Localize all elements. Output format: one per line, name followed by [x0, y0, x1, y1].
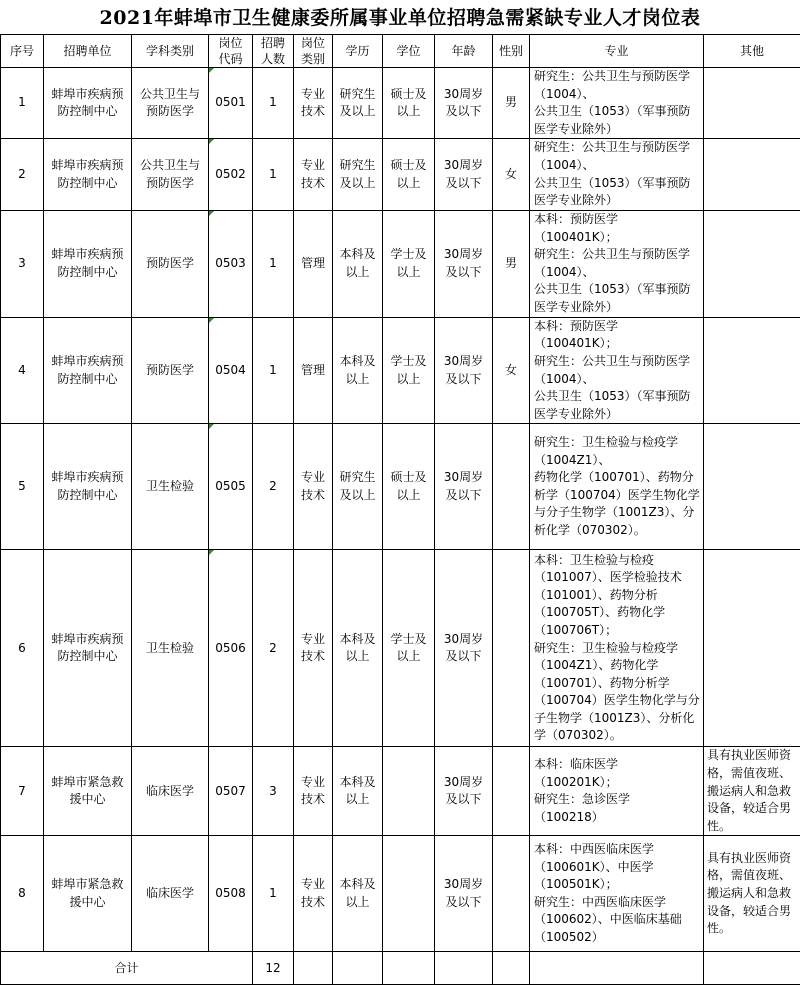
cell-no: 1	[1, 68, 44, 139]
cell-education: 研究生及以上	[333, 68, 383, 139]
table-row	[1, 139, 800, 210]
cell-count: 3	[253, 747, 294, 836]
cell-gender: 女	[493, 139, 530, 210]
cell-gender	[493, 836, 530, 952]
cell-other	[704, 68, 800, 139]
comment-marker-icon	[209, 68, 214, 73]
cell-major: 本科：预防医学 （100401K）； 研究生：公共卫生与预防医学（1004）、 公共卫生（1053）（军事预防医学专业除外）	[530, 210, 704, 317]
cell-unit: 蚌埠市紧急救援中心	[44, 836, 132, 952]
cell-code: 0504	[209, 317, 253, 424]
cell-education: 本科及以上	[333, 210, 383, 317]
comment-marker-icon	[209, 424, 214, 429]
cell-education: 本科及以上	[333, 836, 383, 952]
total-empty-cell	[435, 952, 493, 985]
cell-other	[704, 424, 800, 550]
cell-major: 研究生：公共卫生与预防医学（1004）、 公共卫生（1053）（军事预防医学专业除外）	[530, 139, 704, 210]
cell-discipline: 临床医学	[132, 836, 209, 952]
cell-gender	[493, 550, 530, 747]
cell-degree: 学士及以上	[383, 550, 435, 747]
positions-table	[0, 34, 800, 985]
cell-education: 研究生及以上	[333, 139, 383, 210]
header-gender: 性别	[493, 35, 530, 68]
cell-degree: 学士及以上	[383, 210, 435, 317]
cell-discipline: 预防医学	[132, 317, 209, 424]
cell-education: 本科及以上	[333, 317, 383, 424]
cell-age: 30周岁及以下	[435, 550, 493, 747]
total-row	[1, 952, 800, 985]
header-degree: 学位	[383, 35, 435, 68]
cell-type: 专业技术	[294, 139, 333, 210]
header-other: 其他	[704, 35, 800, 68]
total-empty-cell	[333, 952, 383, 985]
cell-gender: 男	[493, 68, 530, 139]
cell-gender	[493, 424, 530, 550]
header-unit: 招聘单位	[44, 35, 132, 68]
cell-unit: 蚌埠市紧急救援中心	[44, 747, 132, 836]
header-count: 招聘 人数	[253, 35, 294, 68]
comment-marker-icon	[209, 550, 214, 555]
cell-other: 具有执业医师资格，需值夜班、搬运病人和急救设备，较适合男性。	[704, 836, 800, 952]
cell-code: 0501	[209, 68, 253, 139]
cell-type: 专业技术	[294, 550, 333, 747]
cell-other	[704, 139, 800, 210]
cell-education: 研究生及以上	[333, 424, 383, 550]
cell-type: 专业技术	[294, 836, 333, 952]
cell-discipline: 卫生检验	[132, 424, 209, 550]
cell-unit: 蚌埠市疾病预防控制中心	[44, 424, 132, 550]
cell-other	[704, 317, 800, 424]
table-row	[1, 424, 800, 550]
table-row	[1, 747, 800, 836]
header-discipline: 学科类别	[132, 35, 209, 68]
cell-age: 30周岁及以下	[435, 139, 493, 210]
cell-code: 0503	[209, 210, 253, 317]
cell-count: 1	[253, 317, 294, 424]
total-label: 合计	[1, 952, 253, 985]
cell-education: 本科及以上	[333, 550, 383, 747]
cell-no: 5	[1, 424, 44, 550]
cell-degree	[383, 747, 435, 836]
cell-unit: 蚌埠市疾病预防控制中心	[44, 550, 132, 747]
header-code: 岗位 代码	[209, 35, 253, 68]
table-row	[1, 836, 800, 952]
table-row	[1, 550, 800, 747]
cell-age: 30周岁及以下	[435, 836, 493, 952]
table-row	[1, 68, 800, 139]
total-empty-cell	[493, 952, 530, 985]
cell-major: 本科：卫生检验与检疫（101007）、医学检验技术（101001）、药物分析（100705T）、药物化学（100706T）； 研究生：卫生检验与检疫学（1004Z1）、药物化学（100701）、药物分析学（100704）医学生物化学与分子生物学（1001Z3）、分析化学（070302）。	[530, 550, 704, 747]
cell-unit: 蚌埠市疾病预防控制中心	[44, 317, 132, 424]
cell-no: 3	[1, 210, 44, 317]
cell-no: 8	[1, 836, 44, 952]
cell-gender	[493, 747, 530, 836]
cell-type: 管理	[294, 210, 333, 317]
comment-marker-icon	[209, 211, 214, 216]
cell-discipline: 临床医学	[132, 747, 209, 836]
cell-code: 0508	[209, 836, 253, 952]
table-row	[1, 210, 800, 317]
cell-gender: 男	[493, 210, 530, 317]
cell-count: 2	[253, 424, 294, 550]
cell-count: 1	[253, 139, 294, 210]
cell-discipline: 公共卫生与预防医学	[132, 68, 209, 139]
cell-gender: 女	[493, 317, 530, 424]
header-age: 年龄	[435, 35, 493, 68]
cell-code: 0506	[209, 550, 253, 747]
cell-degree: 硕士及以上	[383, 139, 435, 210]
header-no: 序号	[1, 35, 44, 68]
cell-code: 0505	[209, 424, 253, 550]
cell-no: 7	[1, 747, 44, 836]
cell-major: 研究生：公共卫生与预防医学（1004）、 公共卫生（1053）（军事预防医学专业除外）	[530, 68, 704, 139]
cell-major: 研究生：卫生检验与检疫学（1004Z1）、 药物化学（100701）、药物分析学（100704）医学生物化学与分子生物学（1001Z3）、分析化学（070302）。	[530, 424, 704, 550]
total-empty-cell	[704, 952, 800, 985]
cell-major: 本科：临床医学 （100201K）； 研究生：急诊医学 （100218）	[530, 747, 704, 836]
header-education: 学历	[333, 35, 383, 68]
cell-other	[704, 550, 800, 747]
cell-code: 0502	[209, 139, 253, 210]
header-major: 专业	[530, 35, 704, 68]
cell-discipline: 公共卫生与预防医学	[132, 139, 209, 210]
cell-type: 专业技术	[294, 424, 333, 550]
comment-marker-icon	[209, 139, 214, 144]
table-row	[1, 317, 800, 424]
page-title: 2021年蚌埠市卫生健康委所属事业单位招聘急需紧缺专业人才岗位表	[0, 0, 800, 36]
cell-other: 具有执业医师资格，需值夜班、搬运病人和急救设备，较适合男性。	[704, 747, 800, 836]
cell-age: 30周岁及以下	[435, 68, 493, 139]
cell-age: 30周岁及以下	[435, 210, 493, 317]
total-empty-cell	[383, 952, 435, 985]
cell-count: 2	[253, 550, 294, 747]
cell-degree: 硕士及以上	[383, 424, 435, 550]
cell-count: 1	[253, 68, 294, 139]
cell-no: 4	[1, 317, 44, 424]
cell-major: 本科：预防医学 （100401K）； 研究生：公共卫生与预防医学（1004）、 公共卫生（1053）（军事预防医学专业除外）	[530, 317, 704, 424]
cell-age: 30周岁及以下	[435, 317, 493, 424]
cell-degree: 学士及以上	[383, 317, 435, 424]
header-row	[1, 35, 800, 68]
cell-no: 6	[1, 550, 44, 747]
cell-discipline: 预防医学	[132, 210, 209, 317]
cell-degree: 硕士及以上	[383, 68, 435, 139]
cell-no: 2	[1, 139, 44, 210]
cell-major: 本科：中西医临床医学（100601K）、中医学（100501K）； 研究生：中西医临床医学（100602）、中医临床基础（100502）	[530, 836, 704, 952]
cell-unit: 蚌埠市疾病预防控制中心	[44, 139, 132, 210]
cell-unit: 蚌埠市疾病预防控制中心	[44, 68, 132, 139]
cell-discipline: 卫生检验	[132, 550, 209, 747]
cell-other	[704, 210, 800, 317]
total-empty-cell	[294, 952, 333, 985]
cell-code: 0507	[209, 747, 253, 836]
total-count: 12	[253, 952, 294, 985]
cell-type: 专业技术	[294, 747, 333, 836]
cell-age: 30周岁及以下	[435, 424, 493, 550]
cell-degree	[383, 836, 435, 952]
cell-unit: 蚌埠市疾病预防控制中心	[44, 210, 132, 317]
comment-marker-icon	[209, 318, 214, 323]
cell-age: 30周岁及以下	[435, 747, 493, 836]
cell-count: 1	[253, 210, 294, 317]
total-empty-cell	[530, 952, 704, 985]
cell-type: 专业技术	[294, 68, 333, 139]
cell-type: 管理	[294, 317, 333, 424]
cell-count: 1	[253, 836, 294, 952]
header-type: 岗位 类别	[294, 35, 333, 68]
cell-education: 本科及以上	[333, 747, 383, 836]
